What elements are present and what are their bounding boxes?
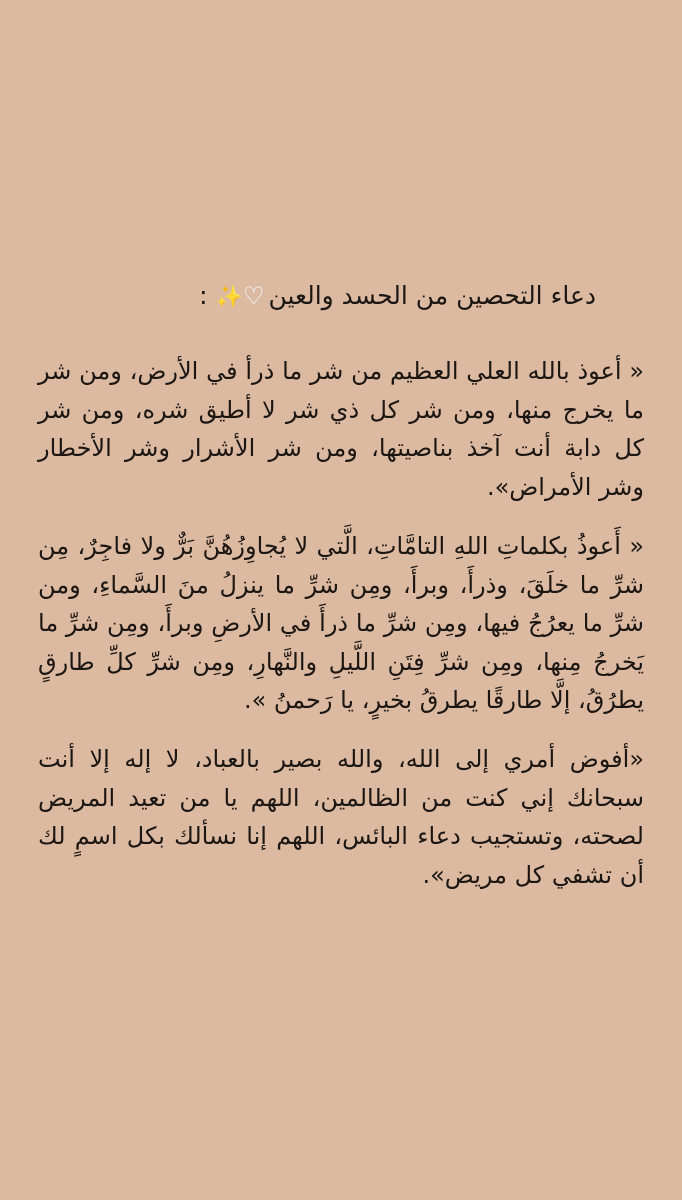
dua-paragraph-2: « أَعوذُ بكلماتِ اللهِ التامَّاتِ، الَّتي لا يُجاوِزُهُنَّ بَرٌّ ولا فاجِرٌ، مِن شرِّ ما خلَقَ، وذرأَ، وبرأَ، ومِن شرِّ ما ينزلُ منَ السَّماءِ، ومن شرِّ ما يعرُجُ فيها، ومِن شرِّ ما ذرأَ في الأرضِ وبرأَ، ومِن شرِّ ما يَخرجُ مِنها، ومِن شرِّ فِتَنِ اللَّيلِ والنَّهارِ، ومِن شرِّ كلِّ طارقٍ يطرُقُ، إلَّا طارقًا يطرقُ بخيرٍ، يا رَحمنُ ». [38, 532, 644, 714]
white-heart-icon: ♡ [242, 282, 265, 310]
dua-paragraph-3: «أفوض أمري إلى الله، والله بصير بالعباد، لا إله إلا أنت سبحانك إني كنت من الظالمين، اللهم يا من تعيد المريض لصحته، وتستجيب دعاء البائس، اللهم إنا نسألك بكل اسمٍ لك أن تشفي كل مريض». [38, 745, 644, 889]
dua-paragraph-1: « أعوذ بالله العلي العظيم من شر ما ذرأ في الأرض، ومن شر ما يخرج منها، ومن شر كل ذي شر لا أطيق شره، ومن شر كل دابة أنت آخذ بناصيتها، ومن شر الأشرار وشر الأخطار وشر الأمراض». [38, 357, 644, 501]
sparkles-icon: ✨ [215, 285, 243, 310]
title-colon: : [199, 281, 208, 310]
dua-title [40, 276, 596, 318]
title-text: دعاء التحصين من الحسد والعين [268, 281, 596, 310]
